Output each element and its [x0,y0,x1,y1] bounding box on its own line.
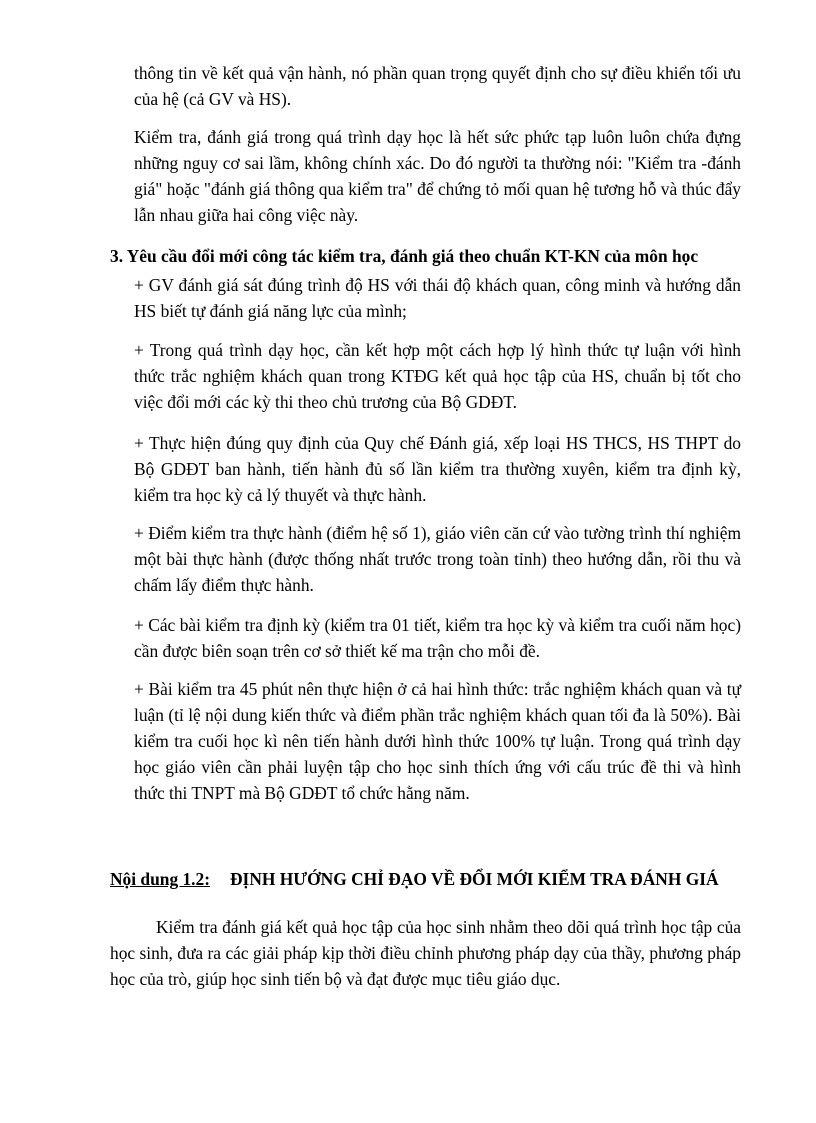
heading-section-3: 3. Yêu cầu đổi mới công tác kiểm tra, đánh giá theo chuẩn KT-KN của môn học [110,246,699,266]
paragraph-intro-continuation: thông tin về kết quả vận hành, nó phần quan trọng quyết định cho sự điều khiển tối ưu của hệ (cả GV và HS). [134,63,741,109]
requirement-item-4: + Điểm kiểm tra thực hành (điểm hệ số 1), giáo viên căn cứ vào tường trình thí nghiệm một bài thực hành (được thống nhất trước trong toàn tỉnh) theo hướng dẫn, rồi thu và chấm lấy điểm thực hành. [134,523,741,595]
requirement-item-5: + Các bài kiểm tra định kỳ (kiểm tra 01 tiết, kiểm tra học kỳ và kiểm tra cuối năm học) cần được biên soạn trên cơ sở thiết kế ma trận cho mỗi đề. [134,615,741,661]
requirement-item-6: + Bài kiểm tra 45 phút nên thực hiện ở cả hai hình thức: trắc nghiệm khách quan và tự luận (tỉ lệ nội dung kiến thức và điểm phần trắc nghiệm khách quan tối đa là 50%). Bài kiểm tra cuối học kì nên tiến hành dưới hình thức 100% tự luận. Trong quá trình dạy học giáo viên cần phải luyện tập cho học sinh thích ứng với cấu trúc đề thi và hình thức thi TNPT mà Bộ GDĐT tổ chức hằng năm. [134,679,741,803]
paragraph-kiem-tra-danh-gia: Kiểm tra, đánh giá trong quá trình dạy học là hết sức phức tạp luôn luôn chứa đựng những nguy cơ sai lầm, không chính xác. Do đó người ta thường nói: "Kiểm tra -đánh giá" hoặc "đánh giá thông qua kiểm tra" để chứng tỏ mối quan hệ tương hỗ và thúc đẩy lẫn nhau giữa hai công việc này. [134,127,741,225]
paragraph-closing: Kiểm tra đánh giá kết quả học tập của học sinh nhằm theo dõi quá trình học tập của học sinh, đưa ra các giải pháp kịp thời điều chỉnh phương pháp dạy của thầy, phương pháp học của trò, giúp học sinh tiến bộ và đạt được mục tiêu giáo dục. [110,917,741,989]
requirement-item-2: + Trong quá trình dạy học, cần kết hợp một cách hợp lý hình thức tự luận với hình thức trắc nghiệm khách quan trong KTĐG kết quả học tập của HS, chuẩn bị tốt cho việc đổi mới các kỳ thi theo chủ trương của Bộ GDĐT. [134,340,741,412]
requirement-item-1: + GV đánh giá sát đúng trình độ HS với thái độ khách quan, công minh và hướng dẫn HS biết tự đánh giá năng lực của mình; [134,275,741,321]
requirement-item-3: + Thực hiện đúng quy định của Quy chế Đánh giá, xếp loại HS THCS, HS THPT do Bộ GDĐT ban hành, tiến hành đủ số lần kiểm tra thường xuyên, kiểm tra định kỳ, kiểm tra học kỳ cả lý thuyết và thực hành. [134,433,741,505]
section-title: ĐỊNH HƯỚNG CHỈ ĐẠO VỀ ĐỔI MỚI KIỂM TRA ĐÁNH GIÁ [230,869,719,889]
section-label: Nội dung 1.2: [110,869,211,889]
section-heading-1-2 [110,869,750,890]
